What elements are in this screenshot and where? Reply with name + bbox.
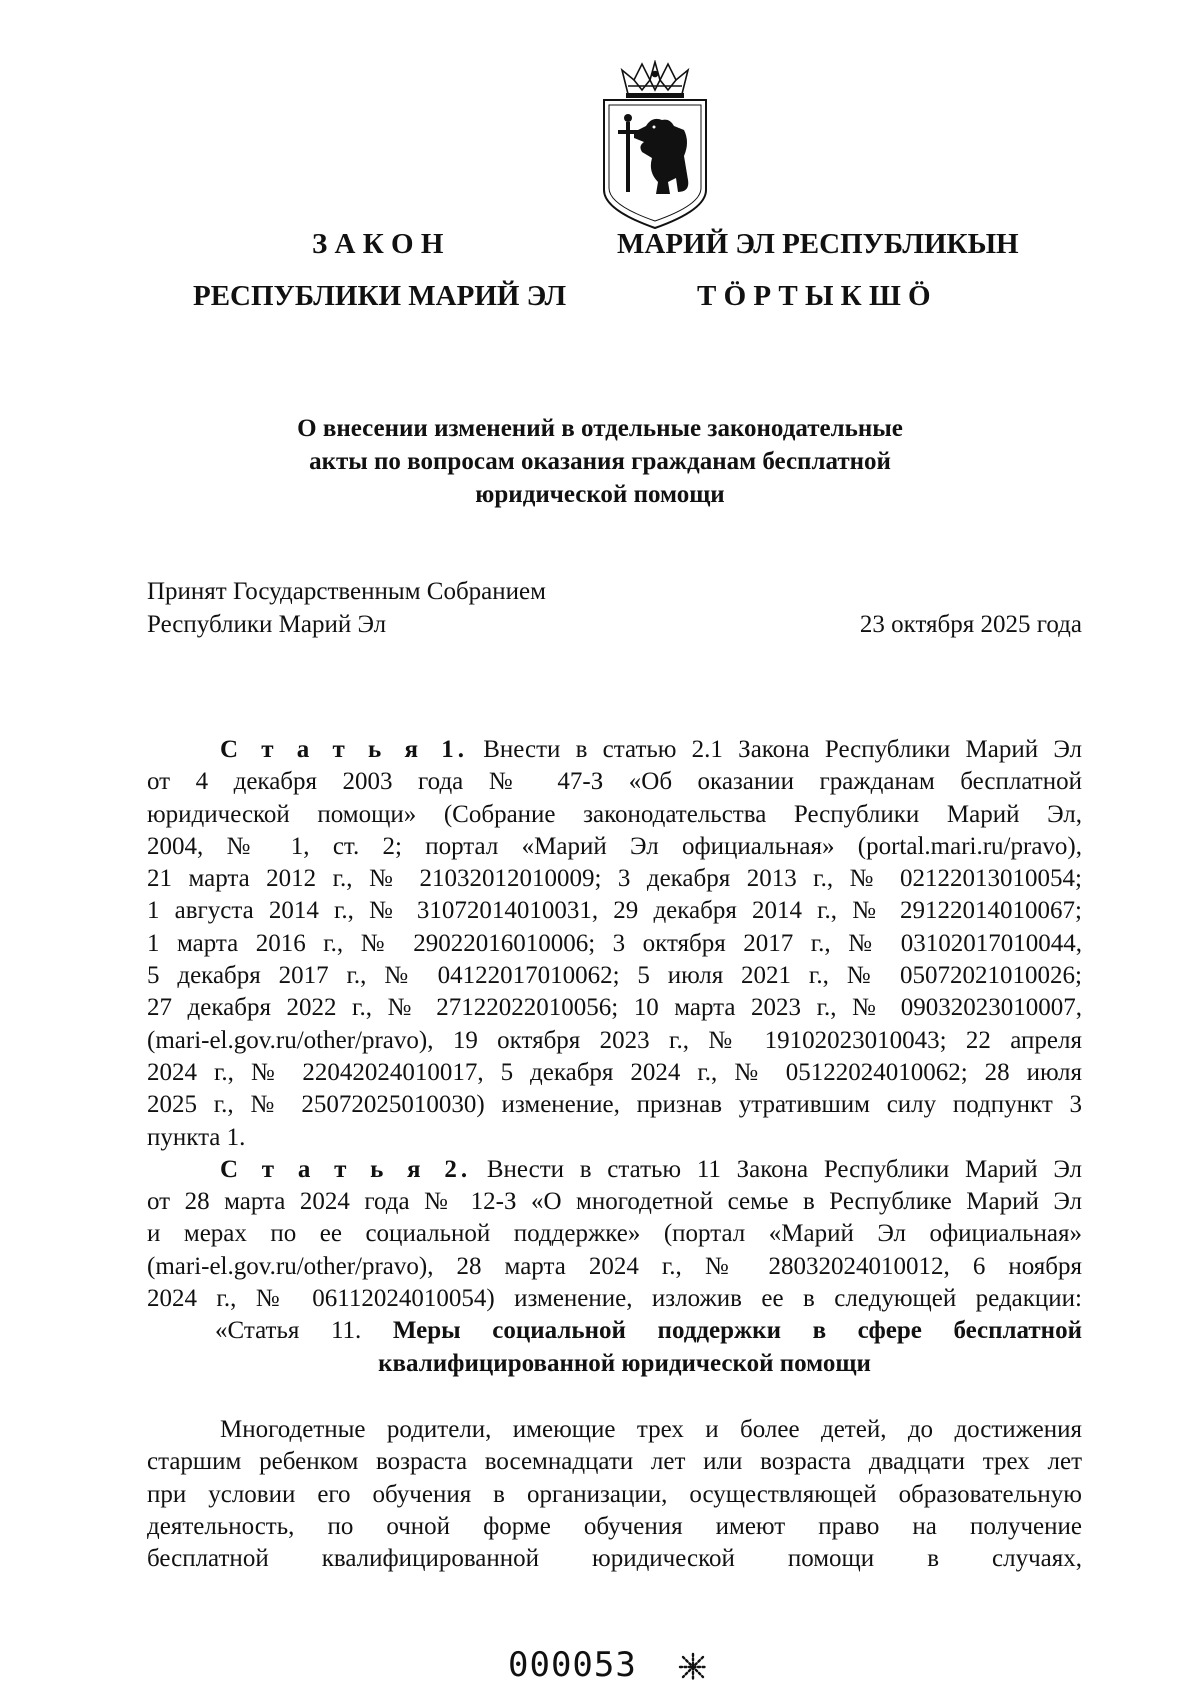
paragraph-line: бесплатной квалифицированной юридической помощи в случаях,	[147, 1545, 1082, 1573]
article-1-line: 2024 г., № 22042024010017, 5 декабря 2024 г., № 05122024010062; 28 июля	[147, 1058, 1082, 1086]
article-11-heading	[147, 1315, 1082, 1347]
title-line: юридической помощи	[475, 481, 725, 508]
header-law-label: З А К О Н	[312, 228, 444, 260]
article-1-line: 1 марта 2016 г., № 29022016010006; 3 октября 2017 г., № 03102017010044,	[147, 929, 1082, 957]
document-title	[150, 412, 1050, 511]
title-line: О внесении изменений в отдельные законодательные	[297, 415, 903, 442]
paragraph-line: при условии его обучения в организации, осуществляющей образовательную	[147, 1480, 1082, 1508]
article-2-line: (mari-el.gov.ru/other/pravo), 28 марта 2024 г., № 28032024010012, 6 ноября	[147, 1252, 1082, 1280]
paragraph-line: старшим ребенком возраста восемнадцати лет или возраста двадцати трех лет	[147, 1448, 1082, 1476]
header-law-label-mari: МАРИЙ ЭЛ РЕСПУБЛИКЫН	[617, 228, 1019, 260]
title-line: акты по вопросам оказания гражданам бесплатной	[309, 448, 891, 475]
serial-number: 000053	[508, 1645, 637, 1685]
document-body	[147, 734, 1082, 1575]
header-republic-label: РЕСПУБЛИКИ МАРИЙ ЭЛ	[193, 280, 567, 312]
paragraph-line: Многодетные родители, имеющие трех и более детей, до достижения	[220, 1415, 1082, 1443]
article-1-line: 5 декабря 2017 г., № 04122017010062; 5 июля 2021 г., № 05072021010026;	[147, 962, 1082, 990]
asterisk-mark-icon	[678, 1652, 708, 1682]
article-1-line: от 4 декабря 2003 года № 47-З «Об оказании гражданам бесплатной	[147, 768, 1082, 796]
article-2-text: Внести в статью 11 Закона Республики Марий Эл	[486, 1155, 1082, 1183]
article-2-line: от 28 марта 2024 года № 12-З «О многодетной семье в Республике Марий Эл	[147, 1188, 1082, 1216]
header-republic-label-mari: Т Ö Р Т Ы К Ш Ö	[697, 280, 931, 312]
article-2-first-line	[147, 1154, 1082, 1186]
article-1-line: 1 августа 2014 г., № 31072014010031, 29 декабря 2014 г., № 29122014010067;	[147, 897, 1082, 925]
article-1-line: (mari-el.gov.ru/other/pravo), 19 октября 2023 г., № 19102023010043; 22 апреля	[147, 1026, 1082, 1054]
article-1-line: пункта 1.	[147, 1123, 246, 1151]
coat-of-arms-icon	[598, 60, 712, 230]
adopted-date: 23 октября 2025 года	[859, 611, 1082, 638]
article-1-line: 2025 г., № 25072025010030) изменение, признав утратившим силу подпункт 3	[147, 1091, 1082, 1119]
article-1-line: 2004, № 1, ст. 2; портал «Марий Эл официальная» (portal.mari.ru/pravo),	[147, 832, 1082, 860]
article-2-label: С т а т ь я 2.	[220, 1155, 472, 1183]
article-2-line: и мерах по ее социальной поддержке» (портал «Марий Эл официальная»	[147, 1220, 1082, 1248]
article-1-first-line	[147, 734, 1082, 766]
article-2-line: 2024 г., № 06112024010054) изменение, изложив ее в следующей редакции:	[147, 1285, 1082, 1313]
adopted-line: Принят Государственным Собранием	[147, 578, 546, 605]
article-1-line: 27 декабря 2022 г., № 27122022010056; 10 марта 2023 г., № 09032023010007,	[147, 994, 1082, 1022]
adopted-by	[147, 575, 546, 641]
article-11-title-line2: квалифицированной юридической помощи	[378, 1349, 871, 1377]
spacer	[147, 1380, 1082, 1414]
article-1-line: юридической помощи» (Собрание законодательства Республики Марий Эл,	[147, 800, 1082, 828]
adopted-line: Республики Марий Эл	[147, 611, 387, 638]
article-11-title: Меры социальной поддержки в сфере бесплатной	[392, 1317, 1082, 1345]
paragraph-line: деятельность, по очной форме обучения имеют право на получение	[147, 1512, 1082, 1540]
article-1-line: 21 марта 2012 г., № 21032012010009; 3 декабря 2013 г., № 02122013010054;	[147, 865, 1082, 893]
article-1-text: Внести в статью 2.1 Закона Республики Марий Эл	[483, 736, 1082, 763]
article-1-label: С т а т ь я 1.	[220, 736, 468, 763]
article-11-prefix: «Статья 11.	[215, 1317, 362, 1345]
